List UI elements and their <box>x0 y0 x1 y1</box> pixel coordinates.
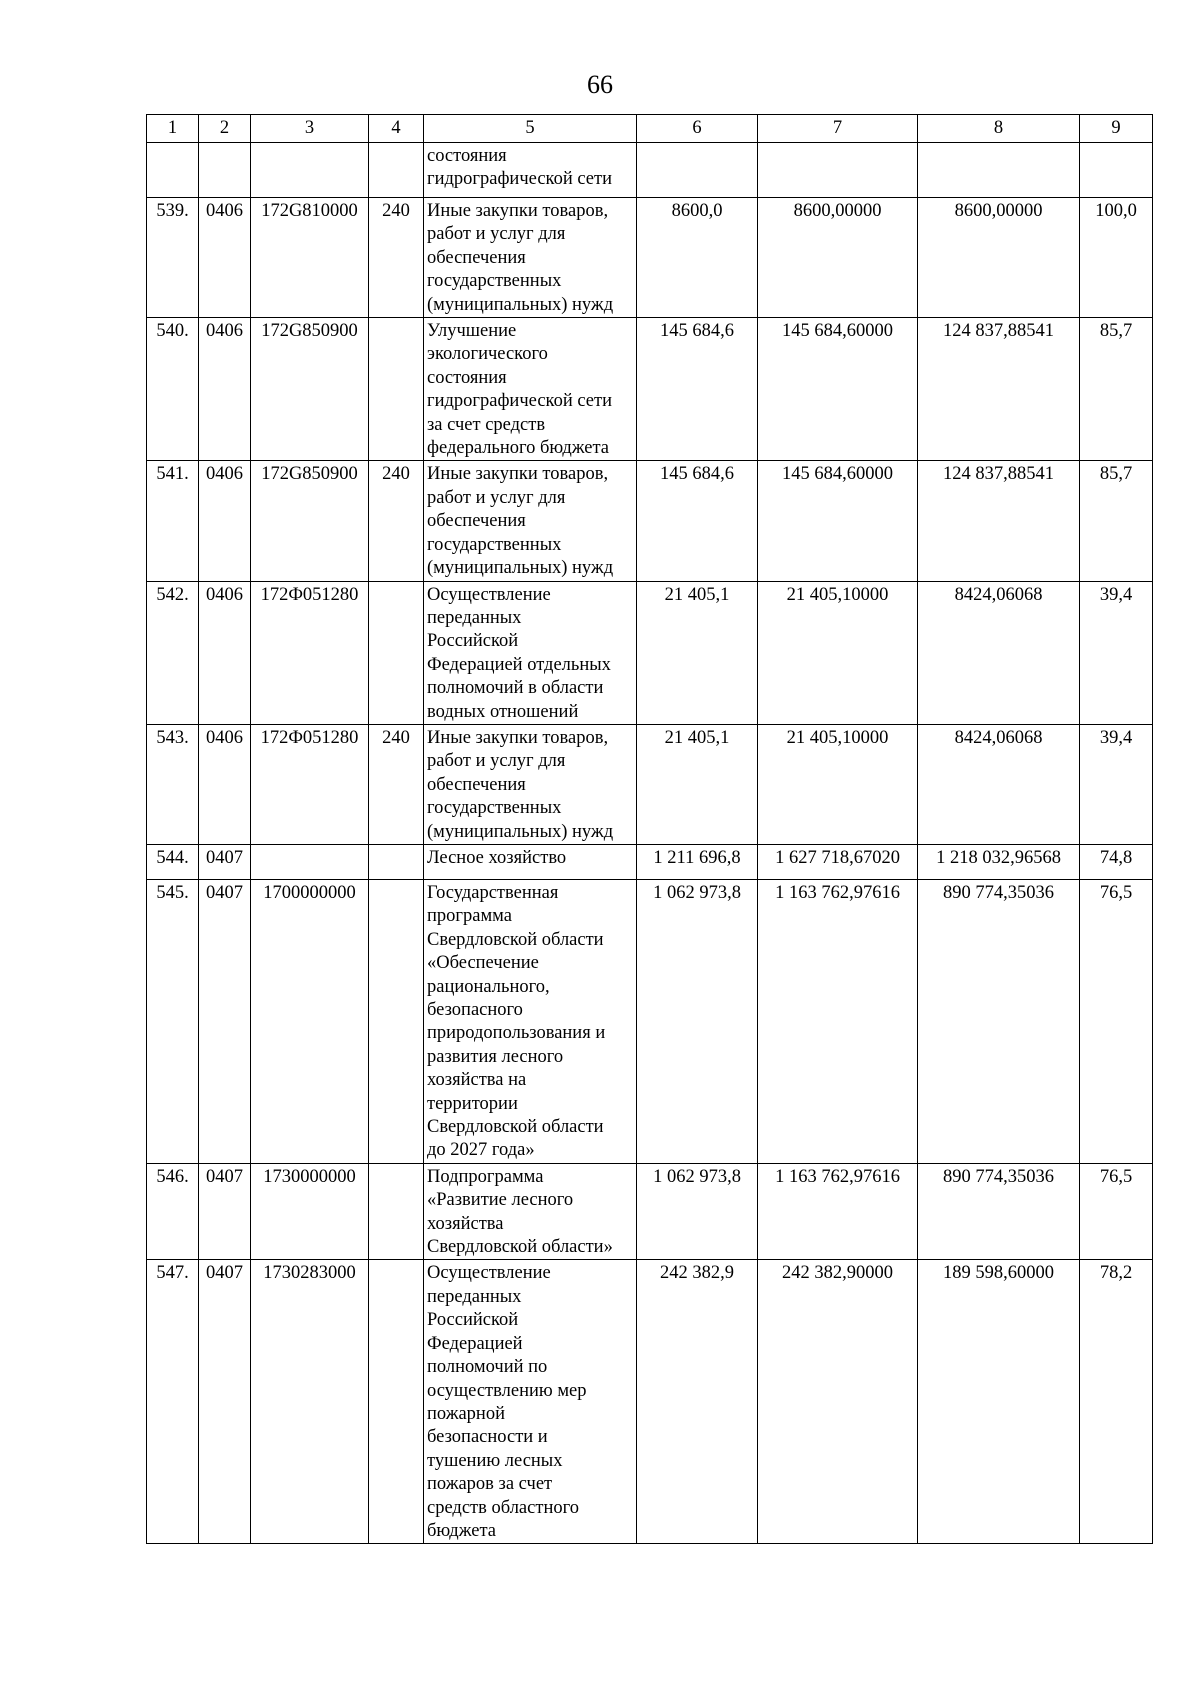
item-name-cell: Улучшение экологического состояния гидрографической сети за счет средств федерального бюджета <box>424 318 637 461</box>
table-row <box>147 318 1153 461</box>
target-article-cell: 172G850900 <box>251 318 369 461</box>
header-cell: 4 <box>369 115 424 143</box>
section-code-cell: 0406 <box>199 198 251 318</box>
expense-type-cell: 240 <box>369 461 424 581</box>
actual-amount-cell: 890 774,35036 <box>918 1163 1080 1260</box>
plan-amount-cell: 8600,0 <box>637 198 758 318</box>
refined-amount-cell: 242 382,90000 <box>758 1260 918 1544</box>
refined-amount-cell: 145 684,60000 <box>758 318 918 461</box>
table-row <box>147 461 1153 581</box>
row-number-cell <box>147 143 199 198</box>
row-number-cell: 542. <box>147 581 199 724</box>
percent-cell: 39,4 <box>1080 581 1153 724</box>
target-article-cell: 1700000000 <box>251 879 369 1163</box>
row-number-cell: 545. <box>147 879 199 1163</box>
table-row <box>147 724 1153 844</box>
section-code-cell <box>199 143 251 198</box>
percent-cell <box>1080 143 1153 198</box>
expense-type-cell: 240 <box>369 724 424 844</box>
refined-amount-cell <box>758 143 918 198</box>
actual-amount-cell: 124 837,88541 <box>918 318 1080 461</box>
percent-cell: 100,0 <box>1080 198 1153 318</box>
item-name-cell: Осуществление переданных Российской Федерацией полномочий по осуществлению мер пожарной безопасности и тушению лесных пожаров за счет средств областного бюджета <box>424 1260 637 1544</box>
expense-type-cell <box>369 143 424 198</box>
section-code-cell: 0407 <box>199 1260 251 1544</box>
item-name-cell: состояния гидрографической сети <box>424 143 637 198</box>
percent-cell: 76,5 <box>1080 879 1153 1163</box>
row-number-cell: 540. <box>147 318 199 461</box>
section-code-cell: 0407 <box>199 1163 251 1260</box>
target-article-cell: 172Ф051280 <box>251 724 369 844</box>
actual-amount-cell <box>918 143 1080 198</box>
expense-type-cell <box>369 1260 424 1544</box>
table-row <box>147 581 1153 724</box>
header-cell: 1 <box>147 115 199 143</box>
table-row <box>147 879 1153 1163</box>
header-cell: 5 <box>424 115 637 143</box>
row-number-cell: 547. <box>147 1260 199 1544</box>
row-number-cell: 546. <box>147 1163 199 1260</box>
row-number-cell: 544. <box>147 844 199 879</box>
actual-amount-cell: 8424,06068 <box>918 581 1080 724</box>
header-cell: 6 <box>637 115 758 143</box>
page-number: 66 <box>587 70 613 99</box>
plan-amount-cell: 21 405,1 <box>637 581 758 724</box>
target-article-cell: 172G850900 <box>251 461 369 581</box>
target-article-cell: 1730283000 <box>251 1260 369 1544</box>
section-code-cell: 0406 <box>199 581 251 724</box>
refined-amount-cell: 1 627 718,67020 <box>758 844 918 879</box>
expense-type-cell: 240 <box>369 198 424 318</box>
actual-amount-cell: 8424,06068 <box>918 724 1080 844</box>
plan-amount-cell: 1 062 973,8 <box>637 1163 758 1260</box>
plan-amount-cell: 242 382,9 <box>637 1260 758 1544</box>
item-name-cell: Иные закупки товаров, работ и услуг для обеспечения государственных (муниципальных) нужд <box>424 461 637 581</box>
actual-amount-cell: 124 837,88541 <box>918 461 1080 581</box>
target-article-cell: 172G810000 <box>251 198 369 318</box>
refined-amount-cell: 1 163 762,97616 <box>758 879 918 1163</box>
actual-amount-cell: 189 598,60000 <box>918 1260 1080 1544</box>
percent-cell: 85,7 <box>1080 461 1153 581</box>
refined-amount-cell: 145 684,60000 <box>758 461 918 581</box>
table-row <box>147 198 1153 318</box>
plan-amount-cell: 1 211 696,8 <box>637 844 758 879</box>
plan-amount-cell: 21 405,1 <box>637 724 758 844</box>
header-cell: 8 <box>918 115 1080 143</box>
header-cell: 9 <box>1080 115 1153 143</box>
target-article-cell <box>251 844 369 879</box>
header-cell: 3 <box>251 115 369 143</box>
refined-amount-cell: 1 163 762,97616 <box>758 1163 918 1260</box>
expense-type-cell <box>369 318 424 461</box>
plan-amount-cell: 145 684,6 <box>637 461 758 581</box>
table-row <box>147 844 1153 879</box>
item-name-cell: Иные закупки товаров, работ и услуг для обеспечения государственных (муниципальных) нужд <box>424 724 637 844</box>
header-cell: 2 <box>199 115 251 143</box>
expense-type-cell <box>369 844 424 879</box>
percent-cell: 74,8 <box>1080 844 1153 879</box>
percent-cell: 39,4 <box>1080 724 1153 844</box>
plan-amount-cell: 1 062 973,8 <box>637 879 758 1163</box>
table-row <box>147 1163 1153 1260</box>
table-row <box>147 1260 1153 1544</box>
item-name-cell: Осуществление переданных Российской Федерацией отдельных полномочий в области водных отношений <box>424 581 637 724</box>
plan-amount-cell <box>637 143 758 198</box>
section-code-cell: 0406 <box>199 461 251 581</box>
item-name-cell: Государственная программа Свердловской области «Обеспечение рационального, безопасного природопользования и развития лесного хозяйства на территории Свердловской области до 2027 года» <box>424 879 637 1163</box>
expense-type-cell <box>369 879 424 1163</box>
expense-type-cell <box>369 581 424 724</box>
percent-cell: 78,2 <box>1080 1260 1153 1544</box>
percent-cell: 85,7 <box>1080 318 1153 461</box>
item-name-cell: Подпрограмма «Развитие лесного хозяйства Свердловской области» <box>424 1163 637 1260</box>
section-code-cell: 0407 <box>199 879 251 1163</box>
item-name-cell: Иные закупки товаров, работ и услуг для обеспечения государственных (муниципальных) нужд <box>424 198 637 318</box>
target-article-cell: 1730000000 <box>251 1163 369 1260</box>
item-name-cell: Лесное хозяйство <box>424 844 637 879</box>
refined-amount-cell: 8600,00000 <box>758 198 918 318</box>
row-number-cell: 543. <box>147 724 199 844</box>
actual-amount-cell: 8600,00000 <box>918 198 1080 318</box>
section-code-cell: 0406 <box>199 724 251 844</box>
header-cell: 7 <box>758 115 918 143</box>
budget-table <box>146 114 1153 1544</box>
section-code-cell: 0407 <box>199 844 251 879</box>
refined-amount-cell: 21 405,10000 <box>758 581 918 724</box>
row-number-cell: 541. <box>147 461 199 581</box>
expense-type-cell <box>369 1163 424 1260</box>
target-article-cell <box>251 143 369 198</box>
section-code-cell: 0406 <box>199 318 251 461</box>
table-row <box>147 143 1153 198</box>
actual-amount-cell: 890 774,35036 <box>918 879 1080 1163</box>
refined-amount-cell: 21 405,10000 <box>758 724 918 844</box>
target-article-cell: 172Ф051280 <box>251 581 369 724</box>
actual-amount-cell: 1 218 032,96568 <box>918 844 1080 879</box>
plan-amount-cell: 145 684,6 <box>637 318 758 461</box>
header-row <box>147 115 1153 143</box>
percent-cell: 76,5 <box>1080 1163 1153 1260</box>
row-number-cell: 539. <box>147 198 199 318</box>
